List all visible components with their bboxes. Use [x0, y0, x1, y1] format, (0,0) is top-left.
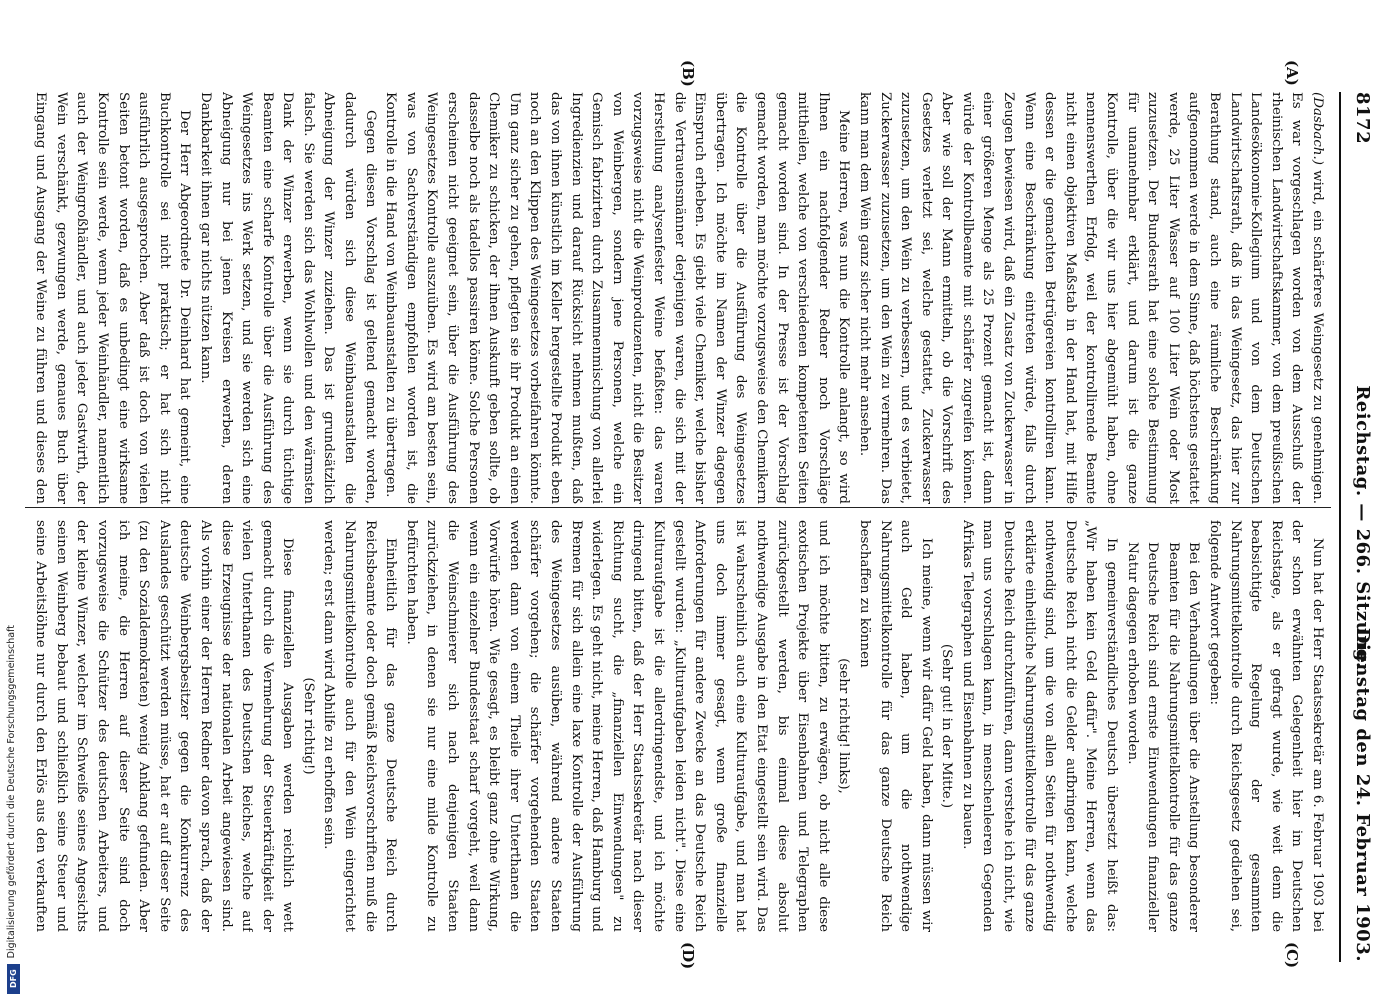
paragraph: Der Herr Abgeordnete Dr. Deinhard hat gemeint, eine Buchkontrolle sei nicht praktisch; er hat sich nicht ausführlich ausgesprochen. Aber daß ist doch von vielen Seiten betont worden, daß es unbedingt eine wirksame Kontrolle sein werde, wenn jeder Weinhändler, namentlich auch der Weingroßhändler, und auch jeder Gastwirth, der Wein verschänkt, gezwungen werde, genaues Buch über Eingang und Ausgang der Weine zu führen und dieses den: [33, 92, 193, 504]
right-column: [27, 520, 1327, 932]
interjection: (sehr richtig! links),: [836, 658, 852, 794]
speaker-name: (Dasbach.): [1310, 92, 1325, 165]
paragraph: Einheitlich für das ganze Deutsche Reich durch Reichsbeamte oder doch gemäß Reichsvorschriften muß die Nahrungsmittelkontrolle auch für den Wein eingerichtet werden; erst dann wird Abhilfe zu erhoffen sein.: [321, 520, 399, 932]
margin-mark-b: (B): [679, 60, 697, 87]
paragraph: Meine Herren, was nun die Kontrolle anlangt, so wird Ihnen ein nachfolgender Redner noch Vorschläge mittheilen, welche von verschiedenen kompetenten Seiten gemacht worden sind. In der Presse ist der Vorschlag gemacht worden, man möchte vorzugsweise den Chemikern die Kontrolle über die Ausführung des Weingesetzes übertragen. Ich möchte im Namen der Winzer dagegen Einspruch erheben. Es giebt viele Chemiker, welche bisher die Vertrauensmänner derjenigen waren, die sich mit der Herstellung analysenfester Weine befaßten: das waren vorzugsweise nicht die Weinproduzenten, nicht die Besitzer von Weinbergen, sondern jene Personen, welche ein Gemisch fabrizirten durch Zusammenmischung von allerlei Ingredienzien und darauf Rücksicht nehmen mußten, daß das von ihnen künstlich im Keller hergestellte Produkt eben noch an den Klippen des Weingesetzes vorbeifahren könnte. Um ganz sicher zu gehen, pflegten sie ihr Produkt an einen Chemiker zu schicken, der ihnen Auskunft geben sollte, ob dasselbe noch als tadellos passiren könne. Solche Personen erscheinen nicht geeignet sein, über die Ausführung des Weingesetzes Kontrolle auszuüben. Es wird am besten sein, was von Sachverständigen empfohlen worden ist, die Kontrolle in die Hand von Weinbauanstalten zu übertragen.: [383, 92, 852, 504]
session-date: Dienstag den 24. Februar 1903.: [1352, 627, 1373, 962]
paragraph: Ich meine, wenn wir dafür Geld haben, dann müssen wir auch Geld haben, um die nothwendige Nahrungsmittelkontrolle für das ganze Deutsche Reich beschaffen zu können: [856, 520, 934, 932]
margin-mark-a: (A): [1283, 60, 1301, 86]
paragraph: [853, 92, 1327, 504]
page-number: 8172: [1352, 92, 1373, 145]
margin-mark-d: (D): [679, 942, 697, 970]
paragraph: Nun hat der Herr Staatssekretär am 6. Februar 1903 bei der schon erwähnten Gelegenheit hier im Deutschen Reichstage, als er gefragt wurde, wie weit denn die beabsichtigte Regelung der gesammten Nahrungsmittelkontrolle durch Reichsgesetz gediehen sei, folgende Antwort gegeben:: [1207, 520, 1325, 932]
paragraph-text: wird, ein schärferes Weingesetz zu genehmigen. Es war vorgeschlagen worden von dem Ausschuß der rheinischen Landwirtschaftskammer, von dem preußischen Landesökonomie-Kollegium und von dem Deutschen Landwirtschaftsrath, daß in das Weingesetz, das hier zur Berathung stand, auch eine räumliche Beschränkung aufgenommen werde in dem Sinne, daß höchstens gestattet werde, 25 Liter Wasser auf 100 Liter Wein oder Most zuzusetzen. Der Bundesrath hat eine solche Bestimmung für unannehmbar erklärt, und darum ist die ganze Kontrolle, über die wir uns hier abgemüht haben, ohne nennenswerthen Erfolg, weil der kontrollirende Beamte nicht einen objektiven Maßstab in der Hand hat, mit Hilfe dessen er die gemachten Betrügereien kontrolliren kann. Wenn eine Beschränkung eintreten würde, falls durch Zeugen bewiesen wird, daß ein Zusatz von Zuckerwasser in einer größeren Menge als 25 Prozent gemacht ist, dann würde der Kontrollbeamte mit schärfer zugreifen können. Aber wie soll der Mann ermitteln, ob die Vorschrift des Gesetzes verletzt sei, welche gestattet, Zuckerwasser zuzusetzen, um den Wein zu verbessern, und es verbietet, Zuckerwasser zuzusetzen, um den Wein zu vermehren. Das kann man dem Wein ganz sicher nicht mehr ansehen.: [856, 92, 1325, 504]
column-divider: [25, 507, 1331, 508]
credit-text: Digitalisierung gefördert durch die Deutsche Forschungsgemeinschaft: [6, 624, 17, 958]
page-header: [1347, 92, 1377, 962]
quotation: Bei den Verhandlungen über die Anstellung besonderer Beamten für die Nahrungsmittelkontrolle für das ganze Deutsche Reich sind ernste Einwendungen finanzieller Natur dagegen erhoben worden.: [1124, 542, 1202, 932]
running-title: Reichstag. — 266. Sitzung.: [1352, 385, 1373, 669]
left-column: [27, 92, 1327, 504]
margin-mark-c: (C): [1283, 942, 1301, 969]
interjection: (Sehr richtig!): [300, 677, 316, 775]
paragraph: Diese finanziellen Ausgaben werden reichlich wett gemacht durch die Vermehrung der Steuerkräftigkeit der vielen Unterthanen des Deutschen Reiches, welche auf diese Erzeugnisse der nationalen Arbeit angewiesen sind. Als vorhin einer der Herren Redner davon sprach, daß der deutsche Weinbergsbesitzer gegen die Konkurrenz des Auslandes geschützt werden müsse, hat er auf dieser Seite (zu den Sozialdemokraten) wenig Anklang gefunden. Aber ich meine, die Herren auf dieser Seite sind doch vorzugsweise die Schützer des deutschen Arbeiters, und der kleine Winzer, welcher im Schweiße seines Angesichts seinen Weinberg bebaut und schließlich seine Steuer und seine Arbeitslöhne nur durch den Erlös aus den verkauften: [33, 520, 296, 932]
header-rule: [1339, 92, 1341, 962]
dfg-logo: DFG: [7, 964, 20, 994]
digitization-credit: [4, 0, 22, 1000]
paragraph: und ich möchte bitten, zu erwägen, ob nicht alle diese exotischen Projekte über Eisenbahnen und Telegraphen zurückgestellt werden, bis einmal diese absolut nothwendige Ausgabe in den Etat eingestellt sein wird. Das ist wahrscheinlich auch eine Kulturaufgabe, und man hat uns doch immer gesagt, wenn große finanzielle Anforderungen für andere Zwecke an das Deutsche Reich gestellt wurden: „Kulturaufgaben leiden nicht". Diese eine Kulturaufgabe ist die allerdringendste, und ich möchte dringend bitten, daß der Herr Staatssekretär nach dieser Richtung sucht, die „finanziellen Einwendungen" zu widerlegen. Es geht nicht, meine Herren, daß Hamburg und Bremen für sich allein eine laxe Kontrolle der Ausführung des Weingesetzes ausüben, während andere Staaten schärfer vorgehen; die schärfer vorgehenden Staaten werden dann von einem Theile ihrer Unterthanen die Vorwürfe hören. Wie gesagt, es bleibt ganz ohne Wirkung, wenn ein einzelner Bundesstaat scharf vorgeht, weil dann die Weinschmierer sich nach denjenigen Staaten zurückziehen, in denen sie nur eine milde Kontrolle zu befürchten haben.: [403, 520, 831, 932]
interjection: (Sehr gut! in der Mitte.): [939, 643, 955, 809]
paragraph: Gegen diesen Vorschlag ist geltend gemacht worden, dadurch würden sich diese Weinbauanstalten die Abneigung der Winzer zuziehen. Das ist grundsätzlich falsch. Sie werden sich das Wohlwollen und den wärmsten Dank der Winzer erwerben, wenn sie durch tüchtige Beamten eine scharfe Kontrolle über die Ausführung des Weingesetzes ins Werk setzen, und sie werden sich eine Abneigung nur bei jenen Kreisen erwerben, deren Dankbarkeit ihnen gar nichts nützen kann.: [197, 92, 378, 504]
paragraph: In gemeinverständliches Deutsch übersetzt heißt das: „Wir haben kein Geld dafür". Meine Herren, wenn das Deutsche Reich nicht die Gelder aufbringen kann, welche nothwendig sind, um die von allen Seiten für nothwendig erklärte einheitliche Nahrungsmittelkontrolle für das ganze Deutsche Reich durchzuführen, dann verstehe ich nicht, wie man uns vorschlagen kann, in menschenleeren Gegenden Afrikas Telegraphen und Eisenbahnen zu bauen.: [959, 520, 1120, 932]
